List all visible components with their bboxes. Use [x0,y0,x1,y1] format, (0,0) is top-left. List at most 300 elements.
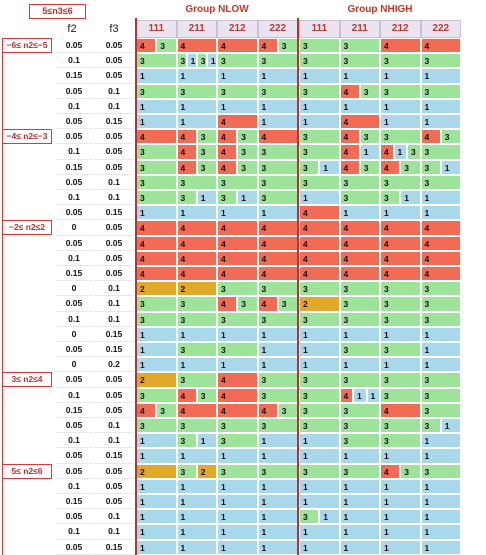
f3-value: 0.1 [94,433,134,448]
result-cell: 1 [207,53,217,68]
result-cell: 3 [340,312,381,327]
result-cell: 4 [177,236,218,251]
result-cell: 1 [258,479,299,494]
result-cell: 4 [340,266,381,281]
result-cell: 3 [217,418,258,433]
result-cell: 3 [421,296,462,311]
f2-value: 0.05 [56,205,92,220]
result-cell: 3 [258,144,299,159]
section-border [2,464,52,555]
group-divider [297,18,299,555]
result-cell: 3 [299,388,340,403]
f2-value: 0.05 [56,84,92,99]
column-header: 211 [340,20,381,38]
result-cell: 1 [421,327,462,342]
result-cell: 4 [177,251,218,266]
column-header: 111 [136,20,177,38]
result-cell: 3 [237,160,257,175]
result-cell: 1 [340,479,381,494]
result-cell: 1 [177,494,218,509]
f3-value: 0.05 [94,403,134,418]
result-cell: 1 [136,494,177,509]
f3-value: 0.05 [94,160,134,175]
result-cell: 1 [177,114,218,129]
f2-value: 0.1 [56,190,92,205]
result-cell: 3 [177,418,218,433]
result-cell: 4 [340,388,354,403]
result-cell: 1 [380,205,421,220]
result-cell: 3 [299,38,340,53]
f2-value: 0.1 [56,312,92,327]
result-cell: 3 [340,418,381,433]
result-cell: 1 [299,68,340,83]
result-cell: 3 [421,84,462,99]
f3-value: 0.15 [94,114,134,129]
result-cell: 3 [421,388,462,403]
result-cell: 1 [380,509,421,524]
result-cell: 3 [340,372,381,387]
result-cell: 1 [421,433,462,448]
result-cell: 1 [380,540,421,555]
result-cell: 1 [380,494,421,509]
result-cell: 4 [380,220,421,235]
result-cell: 4 [217,129,237,144]
result-cell: 1 [299,448,340,463]
f2-value: 0.05 [56,342,92,357]
result-cell: 1 [360,144,380,159]
f3-value: 0.05 [94,220,134,235]
f3-value: 0.1 [94,418,134,433]
result-cell: 3 [258,388,299,403]
result-cell: 1 [177,327,218,342]
result-cell: 1 [299,524,340,539]
result-cell: 1 [258,99,299,114]
result-cell: 1 [217,540,258,555]
result-cell: 1 [177,479,218,494]
result-cell: 1 [421,342,462,357]
result-cell: 4 [299,266,340,281]
result-cell: 1 [340,540,381,555]
result-cell: 3 [400,160,420,175]
result-cell: 1 [217,327,258,342]
f2-value: 0 [56,357,92,372]
result-cell: 3 [421,312,462,327]
result-cell: 1 [441,160,461,175]
result-cell: 4 [217,160,237,175]
result-cell: 3 [299,312,340,327]
result-cell: 4 [217,220,258,235]
result-cell: 1 [340,524,381,539]
result-cell: 3 [299,418,340,433]
result-cell: 4 [217,114,258,129]
result-cell: 1 [187,53,197,68]
result-cell: 1 [299,494,340,509]
f3-value: 0.1 [94,312,134,327]
result-cell: 3 [217,464,258,479]
result-cell: 3 [340,38,381,53]
result-cell: 1 [136,327,177,342]
result-cell: 3 [197,144,217,159]
result-cell: 1 [340,494,381,509]
result-cell: 1 [258,448,299,463]
result-cell: 1 [299,357,340,372]
result-cell: 1 [421,509,462,524]
result-cell: 3 [197,53,207,68]
result-cell: 4 [380,144,394,159]
f3-value: 0.05 [94,266,134,281]
result-cell: 1 [258,524,299,539]
result-cell: 1 [136,342,177,357]
result-cell: 3 [136,388,177,403]
f3-value: 0.1 [94,524,134,539]
f2-value: 0.05 [56,236,92,251]
result-cell: 3 [258,53,299,68]
result-cell: 1 [258,68,299,83]
f3-value: 0.1 [94,190,134,205]
result-cell: 1 [258,342,299,357]
result-cell: 4 [217,388,258,403]
f3-value: 0.05 [94,129,134,144]
result-cell: 3 [177,296,218,311]
result-cell: 3 [299,53,340,68]
result-cell: 2 [299,296,340,311]
result-cell: 4 [299,220,340,235]
f3-value: 0.1 [94,296,134,311]
result-cell: 1 [258,509,299,524]
result-cell: 3 [380,190,400,205]
result-cell: 3 [299,84,340,99]
result-cell: 3 [258,175,299,190]
result-cell: 1 [177,99,218,114]
result-cell: 1 [237,190,257,205]
section-border [2,220,52,372]
result-cell: 3 [407,144,421,159]
result-cell: 3 [421,372,462,387]
result-cell: 3 [258,464,299,479]
f3-value: 0.05 [94,38,134,53]
result-cell: 3 [299,509,319,524]
result-cell: 1 [299,190,340,205]
result-cell: 1 [380,524,421,539]
section-border [2,129,52,220]
result-cell: 4 [217,144,237,159]
f3-value: 0.05 [94,372,134,387]
n2-range-label: −6≤ n2≤−5 [2,38,52,53]
result-cell: 1 [299,433,340,448]
result-cell: 4 [136,403,156,418]
result-cell: 3 [380,388,421,403]
result-cell: 4 [258,266,299,281]
result-cell: 4 [340,114,381,129]
result-cell: 3 [299,160,319,175]
result-cell: 1 [217,524,258,539]
column-header: 211 [177,20,218,38]
result-cell: 4 [299,251,340,266]
result-cell: 1 [299,342,340,357]
result-cell: 1 [136,114,177,129]
result-cell: 1 [380,448,421,463]
result-cell: 3 [278,38,298,53]
result-cell: 4 [136,129,177,144]
result-cell: 3 [177,372,218,387]
result-cell: 3 [360,129,380,144]
result-cell: 1 [319,509,339,524]
result-cell: 4 [340,144,360,159]
result-cell: 1 [258,540,299,555]
result-cell: 4 [136,236,177,251]
result-cell: 4 [217,251,258,266]
result-cell: 4 [217,38,258,53]
result-cell: 1 [421,448,462,463]
result-cell: 3 [217,312,258,327]
result-cell: 3 [136,84,177,99]
result-cell: 1 [367,388,381,403]
result-cell: 3 [299,372,340,387]
f3-value: 0.05 [94,144,134,159]
result-cell: 3 [136,418,177,433]
result-cell: 3 [380,84,421,99]
f2-value: 0.05 [56,175,92,190]
result-cell: 3 [258,190,299,205]
f2-value: 0.05 [56,372,92,387]
result-cell: 3 [258,281,299,296]
result-cell: 3 [136,144,177,159]
result-cell: 3 [340,175,381,190]
result-cell: 3 [217,342,258,357]
group-divider [135,18,137,555]
result-cell: 1 [441,418,461,433]
result-cell: 1 [258,494,299,509]
result-cell: 1 [258,357,299,372]
n2-range-label: −4≤ n2≤−3 [2,129,52,144]
result-cell: 3 [237,129,257,144]
result-cell: 1 [380,99,421,114]
result-cell: 4 [380,266,421,281]
result-cell: 3 [380,281,421,296]
result-cell: 1 [421,114,462,129]
result-cell: 1 [421,68,462,83]
result-cell: 1 [421,479,462,494]
group-header: Group NHIGH [299,2,461,18]
result-cell: 4 [177,388,197,403]
result-cell: 1 [400,190,420,205]
result-cell: 4 [217,296,237,311]
column-header: 222 [421,20,462,38]
result-cell: 1 [340,205,381,220]
column-header: 212 [380,20,421,38]
f3-value: 0.05 [94,388,134,403]
f3-value: 0.15 [94,327,134,342]
n2-range-label: 5≤ n2≤6 [2,464,52,479]
result-cell: 4 [177,220,218,235]
f2-value: 0.1 [56,251,92,266]
result-cell: 1 [217,357,258,372]
result-cell: 3 [380,296,421,311]
result-cell: 3 [258,418,299,433]
result-cell: 4 [380,403,421,418]
f2-value: 0.05 [56,296,92,311]
result-cell: 3 [177,312,218,327]
result-cell: 1 [136,479,177,494]
result-cell: 4 [136,220,177,235]
result-cell: 1 [394,144,408,159]
result-cell: 4 [421,38,462,53]
result-cell: 3 [177,464,197,479]
result-cell: 1 [136,357,177,372]
result-cell: 1 [258,114,299,129]
result-cell: 4 [340,236,381,251]
result-cell: 1 [380,357,421,372]
result-cell: 3 [299,403,340,418]
result-cell: 1 [258,205,299,220]
f2-value: 0.15 [56,160,92,175]
section-border [2,38,52,129]
result-cell: 3 [217,53,258,68]
result-cell: 4 [421,129,441,144]
f3-value: 0.1 [94,99,134,114]
result-cell: 4 [380,38,421,53]
f3-header: f3 [109,23,119,35]
result-cell: 3 [340,403,381,418]
f3-value: 0.05 [94,464,134,479]
result-cell: 4 [299,205,340,220]
result-cell: 3 [258,160,299,175]
f2-value: 0.15 [56,266,92,281]
result-cell: 3 [340,342,381,357]
result-cell: 3 [380,418,421,433]
result-cell: 4 [258,38,278,53]
f2-value: 0.05 [56,509,92,524]
f3-value: 0.1 [94,84,134,99]
result-cell: 3 [380,372,421,387]
result-cell: 1 [340,99,381,114]
f2-value: 0.15 [56,68,92,83]
result-cell: 4 [299,236,340,251]
result-cell: 1 [299,540,340,555]
result-cell: 3 [156,403,176,418]
result-cell: 3 [177,190,197,205]
result-cell: 4 [217,372,258,387]
result-cell: 1 [353,388,367,403]
f2-value: 0.1 [56,99,92,114]
result-cell: 3 [299,129,340,144]
result-cell: 1 [421,494,462,509]
result-cell: 3 [340,53,381,68]
result-cell: 1 [319,160,339,175]
result-cell: 2 [177,281,218,296]
result-cell: 1 [197,190,217,205]
f2-value: 0.1 [56,433,92,448]
column-header: 111 [299,20,340,38]
result-cell: 1 [177,509,218,524]
result-cell: 4 [380,160,400,175]
result-cell: 3 [258,312,299,327]
f3-value: 0.05 [94,251,134,266]
result-cell: 2 [136,372,177,387]
result-cell: 3 [380,175,421,190]
result-cell: 4 [258,236,299,251]
result-cell: 3 [299,175,340,190]
result-cell: 4 [177,144,197,159]
result-cell: 3 [421,418,441,433]
result-cell: 1 [380,114,421,129]
result-cell: 1 [217,509,258,524]
result-cell: 1 [299,114,340,129]
result-cell: 1 [421,357,462,372]
result-cell: 1 [136,524,177,539]
result-cell: 1 [340,327,381,342]
result-cell: 1 [177,524,218,539]
result-cell: 1 [340,68,381,83]
result-cell: 3 [400,464,420,479]
result-cell: 3 [340,296,381,311]
result-cell: 4 [421,236,462,251]
result-cell: 1 [217,494,258,509]
result-cell: 3 [340,190,381,205]
f2-value: 0.1 [56,144,92,159]
result-cell: 1 [177,68,218,83]
result-cell: 4 [258,251,299,266]
result-cell: 3 [136,312,177,327]
result-cell: 3 [380,312,421,327]
result-cell: 1 [258,433,299,448]
n2-range-label: −2≤ n2≤2 [2,220,52,235]
f3-value: 0.15 [94,342,134,357]
f2-value: 0.1 [56,479,92,494]
column-header: 222 [258,20,299,38]
result-cell: 4 [421,251,462,266]
result-cell: 3 [156,38,176,53]
result-cell: 3 [197,160,217,175]
group-header: Group NLOW [136,2,298,18]
result-cell: 1 [380,68,421,83]
f2-value: 0 [56,220,92,235]
f2-value: 0.1 [56,524,92,539]
result-cell: 3 [421,144,462,159]
result-cell: 4 [340,84,360,99]
f2-value: 0 [56,327,92,342]
f3-value: 0.15 [94,448,134,463]
result-cell: 2 [136,281,177,296]
f3-value: 0.05 [94,479,134,494]
f2-value: 0.05 [56,448,92,463]
f2-value: 0.05 [56,38,92,53]
result-cell: 4 [177,403,218,418]
f2-header: f2 [67,23,77,35]
result-cell: 1 [421,190,462,205]
result-cell: 3 [380,129,421,144]
f2-value: 0 [56,281,92,296]
result-cell: 1 [421,524,462,539]
f3-value: 0.1 [94,509,134,524]
result-cell: 3 [421,53,462,68]
f2-value: 0.15 [56,403,92,418]
result-cell: 3 [237,296,257,311]
result-cell: 3 [197,388,217,403]
result-cell: 4 [136,38,156,53]
f2-value: 0.1 [56,53,92,68]
result-cell: 4 [136,251,177,266]
f3-value: 0.05 [94,236,134,251]
f2-value: 0.1 [56,388,92,403]
result-cell: 3 [136,53,177,68]
result-cell: 4 [217,266,258,281]
result-cell: 4 [177,266,218,281]
result-cell: 1 [299,327,340,342]
result-cell: 4 [177,38,218,53]
result-cell: 1 [177,357,218,372]
f3-value: 0.05 [94,53,134,68]
